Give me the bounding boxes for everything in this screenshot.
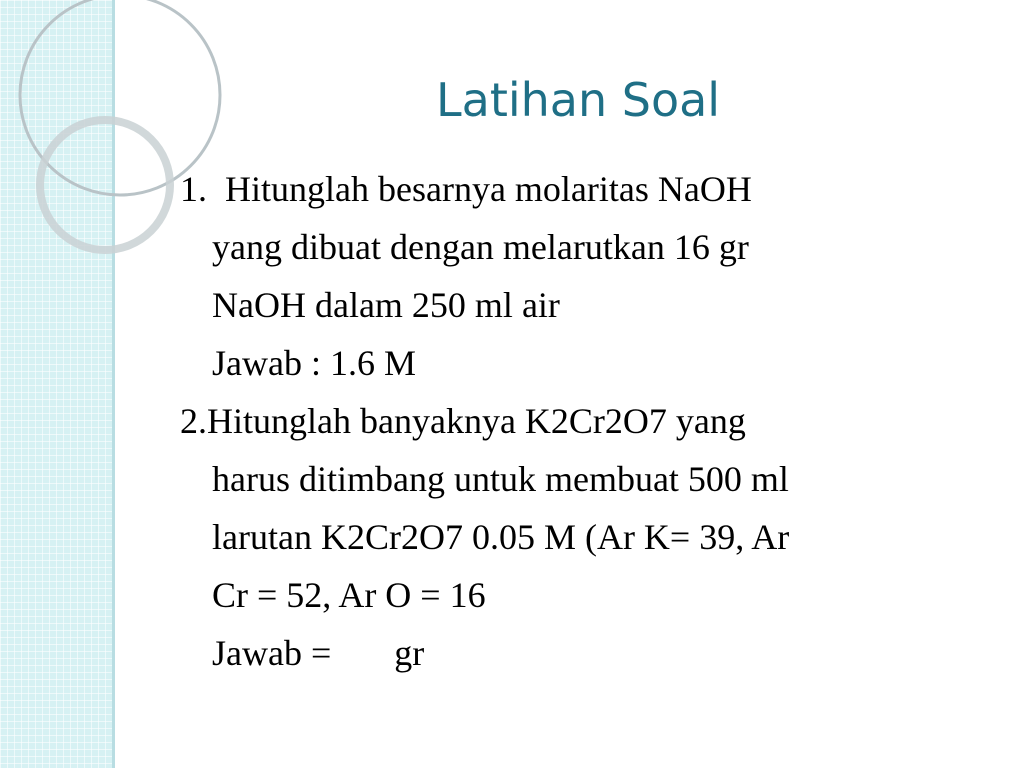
question-2-line-4: Cr = 52, Ar O = 16 — [212, 575, 486, 615]
question-1-line-3: NaOH dalam 250 ml air — [212, 285, 560, 325]
question-1-line-2: yang dibuat dengan melarutkan 16 gr — [212, 227, 749, 267]
slide-content — [180, 160, 980, 682]
deco-circle-small — [40, 120, 170, 250]
slide-title: Latihan Soal — [436, 73, 721, 127]
question-1-answer: Jawab : 1.6 M — [212, 343, 416, 383]
question-1-line-1: 1. Hitunglah besarnya molaritas NaOH — [180, 169, 752, 209]
decorative-circles — [0, 0, 200, 260]
question-2-line-3: larutan K2Cr2O7 0.05 M (Ar K= 39, Ar — [212, 517, 790, 557]
question-2 — [180, 392, 980, 682]
question-2-line-1: 2.Hitunglah banyaknya K2Cr2O7 yang — [180, 401, 746, 441]
question-2-line-2: harus ditimbang untuk membuat 500 ml — [212, 459, 789, 499]
question-2-answer: Jawab = gr — [212, 633, 425, 673]
question-1 — [180, 160, 980, 392]
